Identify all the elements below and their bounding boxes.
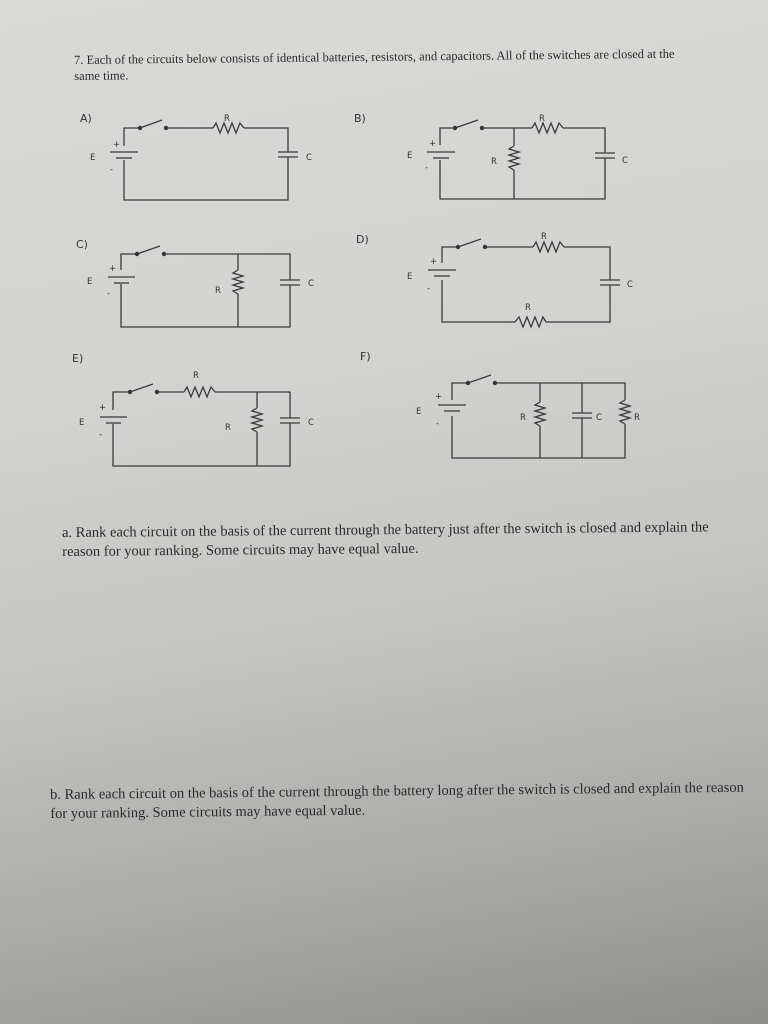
- problem-number: 7.: [74, 52, 84, 67]
- circuit-c: [87, 246, 314, 327]
- capacitor-label-d: C: [627, 280, 633, 290]
- emf-label-a: E: [90, 153, 96, 163]
- problem-text: Each of the circuits below consists of identical batteries, resistors, and capacitors. All of the switches are closed at the same time.: [74, 46, 675, 83]
- battery-plus-d: +: [430, 257, 438, 267]
- battery-minus-d: -: [427, 284, 431, 294]
- circuit-label-b: B): [354, 112, 366, 125]
- resistor-label-d-bottom: R: [525, 303, 531, 313]
- battery-minus-c: -: [107, 289, 111, 299]
- resistor-label-e-series: R: [193, 371, 199, 381]
- resistor-label-a: R: [224, 114, 230, 124]
- capacitor-label-a: C: [306, 153, 312, 163]
- resistor-label-b-series: R: [539, 114, 545, 124]
- question-a: a. Rank each circuit on the basis of the current through the battery just after the switch is closed and explain the reason for your ranking. Some circuits may have equal value.: [62, 519, 709, 560]
- capacitor-label-e: C: [308, 418, 314, 428]
- battery-plus-a: +: [113, 140, 121, 150]
- emf-label-d: E: [407, 272, 413, 282]
- circuit-label-a: A): [80, 112, 92, 125]
- battery-plus-c: +: [109, 264, 117, 274]
- battery-minus-a: -: [110, 165, 114, 175]
- circuit-label-c: C): [76, 238, 88, 251]
- resistor-label-f-right: R: [634, 413, 640, 423]
- capacitor-label-f: C: [596, 413, 602, 423]
- circuit-a: [90, 114, 312, 200]
- circuit-b: [407, 114, 628, 199]
- question-b: b. Rank each circuit on the basis of the current through the battery long after the switch is closed and explain the reason for your ranking. Some circuits may have equal value.: [50, 779, 744, 822]
- battery-minus-e: -: [99, 430, 103, 440]
- capacitor-label-c: C: [308, 279, 314, 289]
- emf-label-c: E: [87, 277, 93, 287]
- battery-plus-b: +: [429, 139, 437, 149]
- resistor-label-f-left: R: [520, 413, 526, 423]
- battery-minus-f: -: [436, 419, 440, 429]
- circuit-d: [407, 232, 633, 327]
- battery-plus-f: +: [435, 392, 443, 402]
- circuit-f: [416, 375, 640, 458]
- emf-label-b: E: [407, 151, 413, 161]
- resistor-label-e-parallel: R: [225, 423, 231, 433]
- circuit-label-d: D): [356, 233, 369, 246]
- circuit-e: [79, 371, 314, 466]
- battery-minus-b: -: [425, 163, 429, 173]
- capacitor-label-b: C: [622, 156, 628, 166]
- emf-label-e: E: [79, 418, 85, 428]
- resistor-label-d-top: R: [541, 232, 547, 242]
- circuit-label-f: F): [360, 350, 371, 363]
- battery-plus-e: +: [99, 403, 107, 413]
- emf-label-f: E: [416, 407, 422, 417]
- circuit-label-e: E): [72, 352, 84, 365]
- resistor-label-c: R: [215, 286, 221, 296]
- resistor-label-b-parallel: R: [491, 157, 497, 167]
